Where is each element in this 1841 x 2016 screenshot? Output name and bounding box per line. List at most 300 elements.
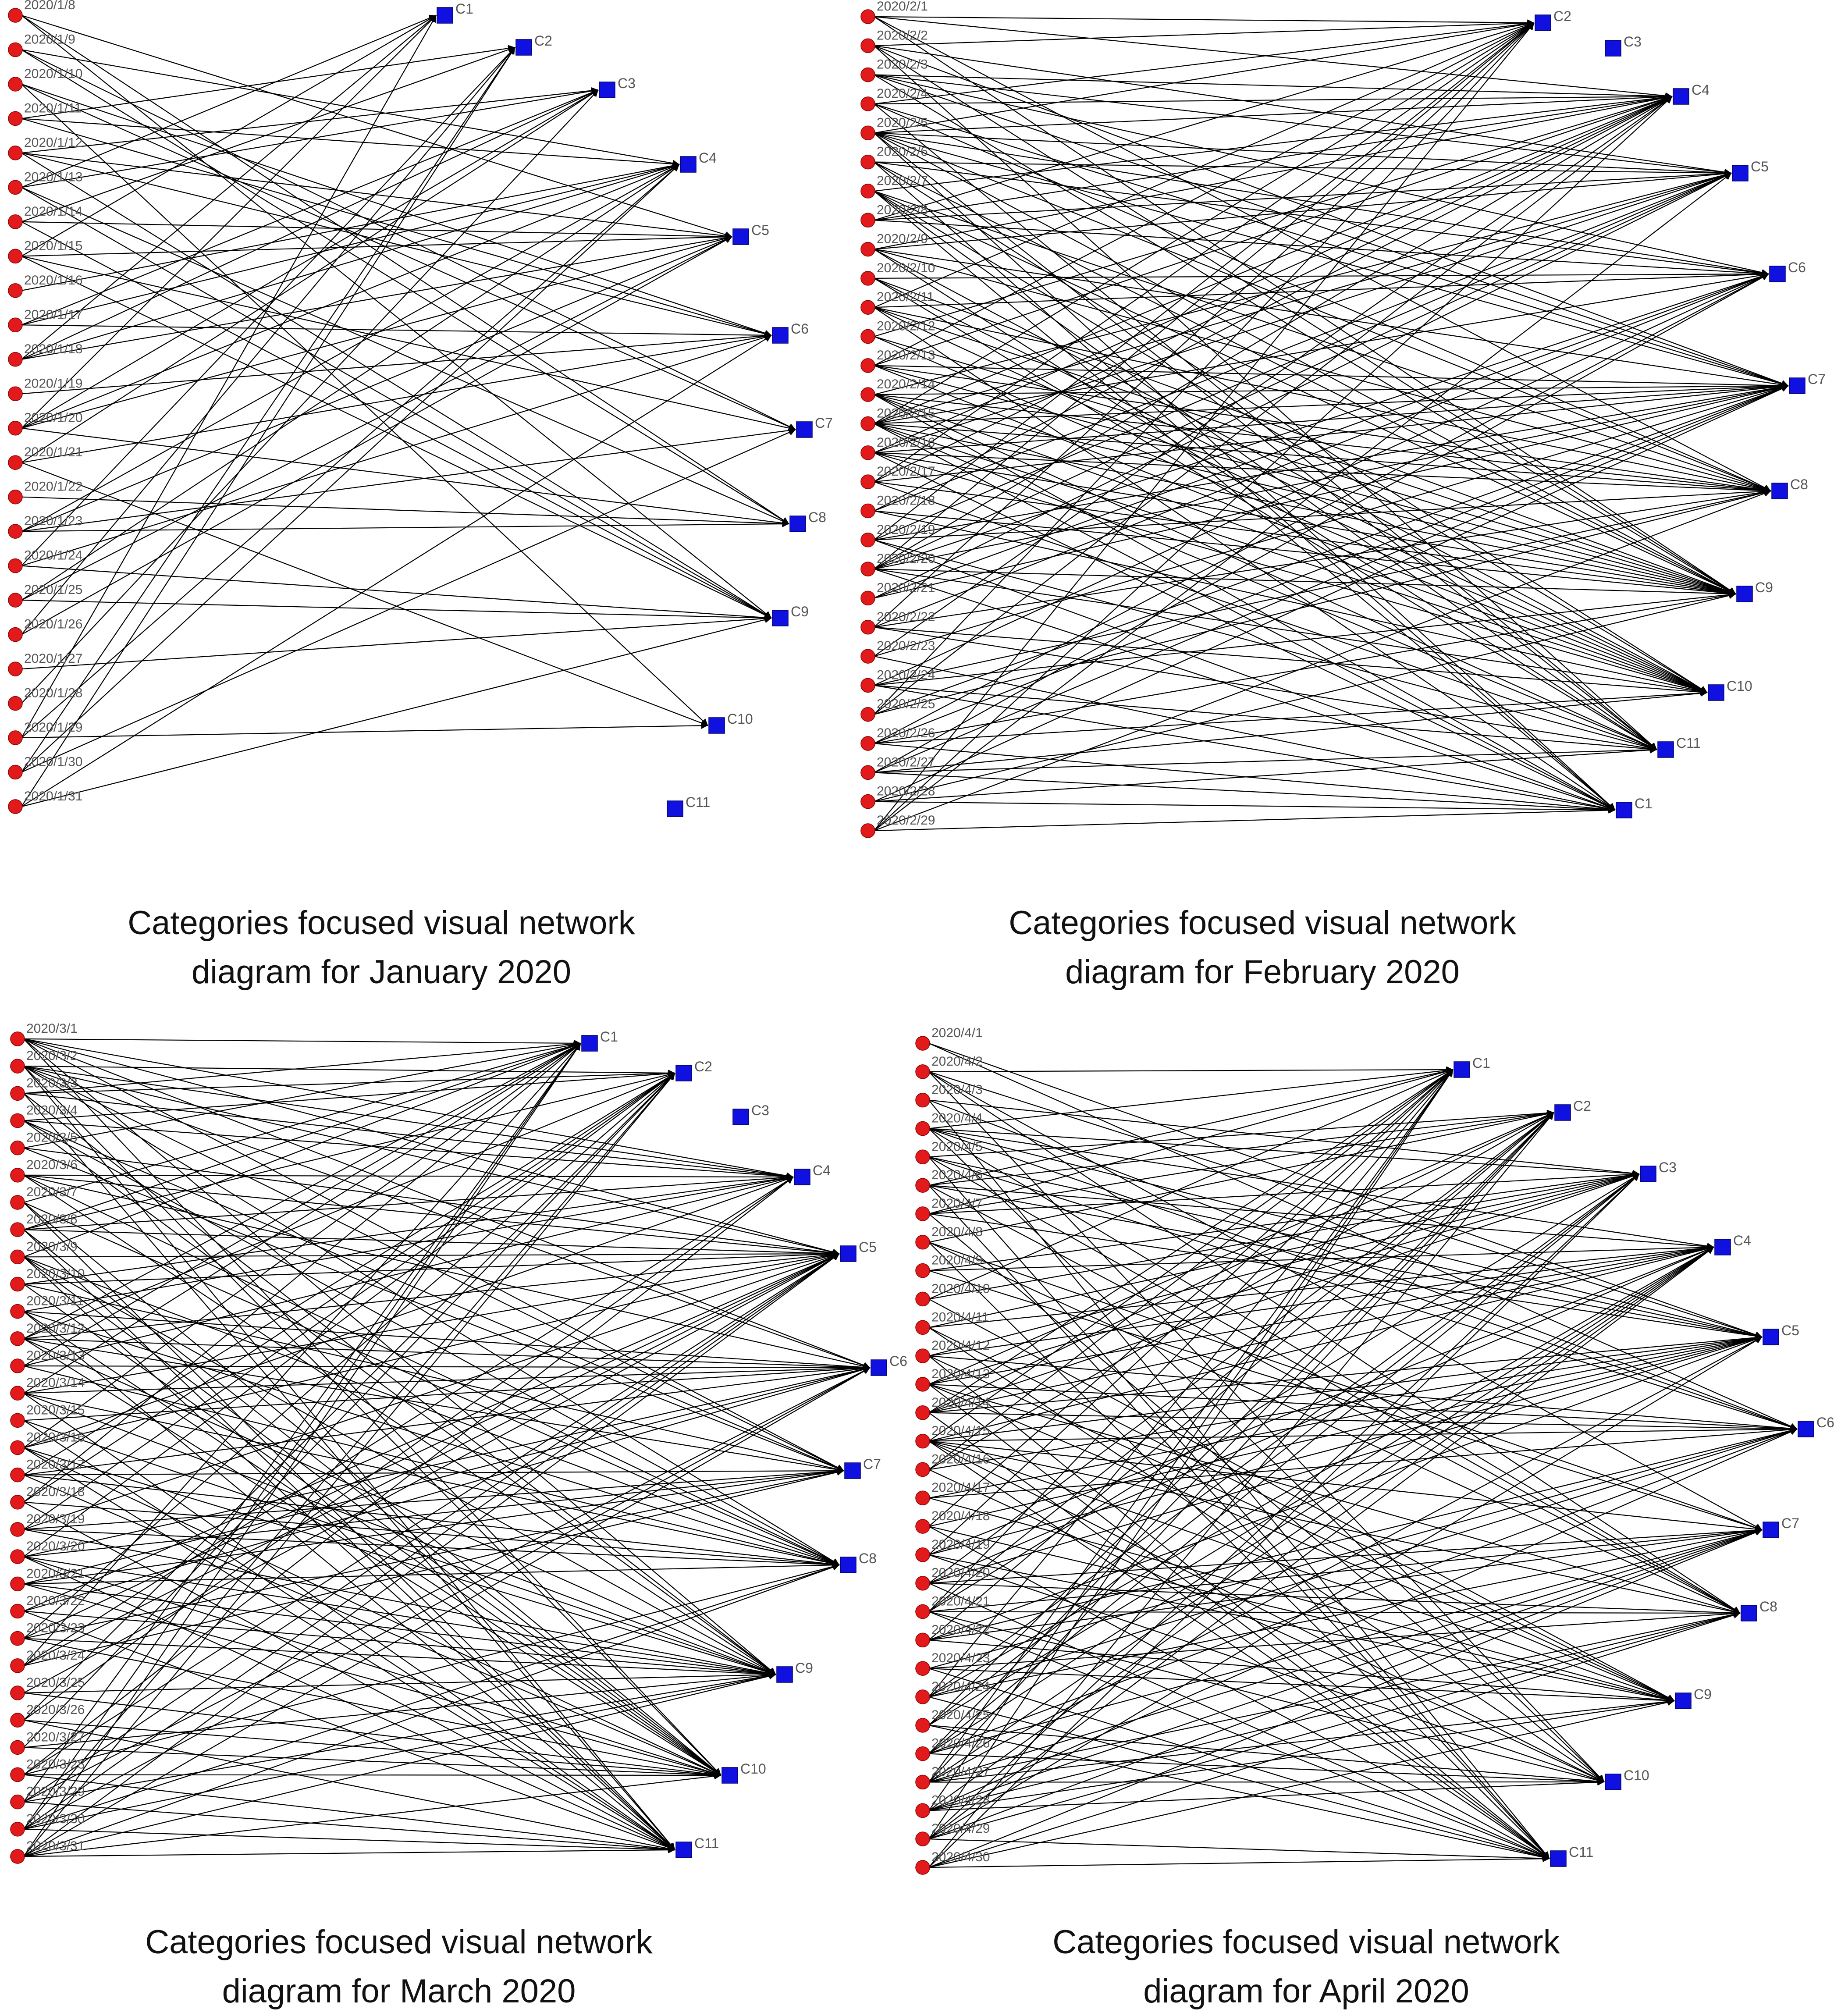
date-node [916, 1036, 930, 1050]
date-node-label: 2020/2/24 [877, 668, 935, 683]
date-node [861, 39, 875, 53]
edge-line [21, 50, 789, 524]
edge-line [24, 1675, 776, 1802]
caption-january-line1: Categories focused visual network [128, 904, 635, 942]
edge-line [874, 366, 1707, 693]
date-node-label: 2020/3/30 [26, 1811, 85, 1826]
date-node-label: 2020/4/16 [931, 1452, 990, 1467]
category-node-label: C2 [1553, 8, 1571, 24]
edge-line [874, 133, 1771, 491]
edge-line [874, 23, 1534, 627]
date-node [861, 765, 875, 779]
edge-line [929, 1242, 1550, 1859]
date-node-label: 2020/4/28 [931, 1793, 990, 1808]
edge-line [24, 1254, 839, 1339]
edge-line [21, 725, 708, 738]
edge-line [874, 366, 1788, 386]
date-node-label: 2020/4/14 [931, 1395, 990, 1410]
date-node [8, 800, 22, 814]
date-node-label: 2020/4/4 [931, 1111, 983, 1126]
edge-line [929, 1100, 1639, 1174]
date-node-label: 2020/1/26 [24, 617, 83, 632]
edge-line [24, 1339, 870, 1368]
date-node-label: 2020/1/20 [24, 410, 83, 425]
date-node-label: 2020/3/17 [26, 1457, 85, 1472]
edge-line [24, 1420, 776, 1675]
edge-line [929, 1530, 1762, 1612]
date-node [916, 1235, 930, 1249]
date-node-label: 2020/2/18 [877, 493, 935, 508]
category-node-label: C7 [1808, 371, 1826, 387]
category-node-label: C4 [1692, 82, 1710, 98]
date-node [861, 271, 875, 285]
date-node-label: 2020/1/12 [24, 135, 83, 150]
edge-line [24, 1066, 675, 1850]
date-node-label: 2020/3/23 [26, 1621, 85, 1636]
edge-line [21, 153, 771, 618]
date-node [916, 1065, 930, 1079]
date-node-label: 2020/2/26 [877, 726, 935, 741]
category-node-label: C9 [1694, 1686, 1712, 1702]
category-node-label: C2 [534, 33, 552, 49]
edge-line [874, 491, 1771, 685]
date-node-label: 2020/3/12 [26, 1321, 85, 1336]
edge-line [21, 237, 732, 531]
category-node [1708, 685, 1724, 700]
edge-line [24, 1254, 839, 1775]
category-node-label: C1 [1635, 796, 1653, 811]
date-node-label: 2020/2/23 [877, 639, 935, 654]
date-node [861, 68, 875, 82]
edges [874, 17, 1788, 831]
date-node-label: 2020/3/2 [26, 1049, 78, 1063]
category-node [1772, 483, 1788, 499]
date-node [916, 1832, 930, 1846]
date-node-label: 2020/4/18 [931, 1509, 990, 1524]
edge-line [929, 1612, 1740, 1613]
date-node-label: 2020/3/10 [26, 1266, 85, 1281]
edge-line [874, 96, 1672, 191]
date-node [861, 591, 875, 605]
date-node-label: 2020/2/16 [877, 435, 935, 450]
edge-line [929, 1113, 1554, 1725]
date-node [8, 455, 22, 469]
date-node [861, 330, 875, 344]
date-node [11, 1550, 25, 1564]
category-node [676, 1842, 692, 1858]
edge-line [24, 1043, 581, 1448]
date-node-label: 2020/2/9 [877, 231, 928, 246]
date-node [916, 1377, 930, 1391]
date-node [916, 1093, 930, 1107]
category-node [582, 1035, 597, 1051]
date-node-label: 2020/4/3 [931, 1082, 983, 1097]
date-node [861, 388, 875, 402]
network-panel-february [850, 0, 1841, 842]
category-node [437, 7, 453, 23]
date-node-label: 2020/2/1 [877, 0, 928, 14]
category-node-label: C8 [1790, 476, 1808, 492]
category-node [1616, 802, 1632, 818]
date-node [861, 620, 875, 634]
edge-line [24, 1312, 839, 1565]
category-node-label: C5 [859, 1239, 877, 1255]
edge-line [21, 164, 679, 531]
category-node [1763, 1329, 1779, 1345]
edge-line [929, 1174, 1639, 1612]
edge-line [929, 1113, 1554, 1612]
date-node [916, 1803, 930, 1817]
edge-line [21, 164, 679, 600]
date-node-label: 2020/4/15 [931, 1423, 990, 1438]
date-node-label: 2020/3/25 [26, 1675, 85, 1690]
date-node [11, 1032, 25, 1046]
date-node-label: 2020/4/1 [931, 1026, 983, 1040]
date-node [861, 359, 875, 373]
date-node [11, 1305, 25, 1319]
category-node-label: C7 [1781, 1515, 1799, 1531]
edge-line [929, 1384, 1797, 1429]
date-node-label: 2020/2/28 [877, 784, 935, 799]
date-node [8, 318, 22, 332]
date-node-label: 2020/2/12 [877, 319, 935, 334]
category-node-label: C5 [1781, 1323, 1799, 1338]
edge-line [874, 337, 1707, 693]
category-node-label: C1 [1472, 1055, 1490, 1071]
date-node [11, 1522, 25, 1536]
date-node [916, 1519, 930, 1533]
date-node [916, 1548, 930, 1562]
date-node-label: 2020/2/2 [877, 28, 928, 43]
date-node [8, 387, 22, 401]
category-node-label: C3 [618, 75, 636, 91]
date-node-label: 2020/3/3 [26, 1076, 78, 1091]
edge-line [24, 1257, 839, 1565]
category-node [1789, 378, 1805, 394]
category-node [1798, 1421, 1814, 1437]
category-node-label: C11 [1676, 735, 1701, 751]
category-node [1555, 1105, 1571, 1120]
date-node [861, 824, 875, 838]
category-node [845, 1463, 860, 1479]
edge-line [874, 685, 1657, 750]
category-node [676, 1065, 692, 1081]
caption-january-line2: diagram for January 2020 [191, 953, 572, 991]
date-node [861, 126, 875, 140]
edge-line [929, 1337, 1762, 1555]
category-node [871, 1360, 887, 1376]
category-node-label: C9 [791, 604, 809, 619]
category-node-label: C9 [795, 1660, 813, 1676]
category-node [790, 516, 806, 532]
date-node-label: 2020/1/14 [24, 204, 83, 219]
date-node [11, 1822, 25, 1836]
date-node [11, 1114, 25, 1128]
date-node [11, 1577, 25, 1591]
edge-line [929, 1441, 1762, 1530]
date-node-label: 2020/4/13 [931, 1366, 990, 1381]
date-node [8, 249, 22, 263]
edge-line [21, 600, 771, 618]
date-node-label: 2020/3/8 [26, 1212, 78, 1227]
date-node-label: 2020/2/14 [877, 377, 935, 392]
edge-line [21, 237, 732, 428]
date-node-label: 2020/1/18 [24, 341, 83, 356]
date-node [916, 1406, 930, 1420]
category-node [709, 718, 725, 733]
caption-february-line1: Categories focused visual network [1009, 904, 1516, 942]
date-node-label: 2020/3/14 [26, 1376, 85, 1390]
category-node [1550, 1851, 1566, 1867]
edge-line [874, 249, 1788, 386]
category-node [1675, 1693, 1691, 1709]
date-node [8, 421, 22, 435]
date-node-label: 2020/3/9 [26, 1239, 78, 1254]
edge-line [874, 17, 1534, 23]
edge-line [24, 1747, 721, 1775]
date-node [861, 649, 875, 663]
edge-line [21, 15, 436, 738]
caption-january [0, 899, 763, 997]
edge-line [24, 1039, 793, 1177]
category-node-label: C5 [1751, 159, 1769, 174]
edge-line [874, 75, 1672, 96]
date-node [11, 1604, 25, 1618]
date-node [916, 1661, 930, 1675]
category-node-label: C10 [727, 711, 753, 727]
date-node [8, 628, 22, 642]
edge-line [21, 153, 771, 335]
edge-line [21, 335, 771, 566]
edge-line [24, 1254, 839, 1448]
date-node-label: 2020/3/7 [26, 1185, 78, 1199]
caption-april-line1: Categories focused visual network [1052, 1924, 1560, 1961]
date-node [8, 352, 22, 366]
edge-line [21, 164, 679, 428]
date-node [916, 1434, 930, 1448]
edge-line [874, 802, 1615, 810]
date-node-label: 2020/4/7 [931, 1196, 983, 1211]
edge-line [21, 497, 789, 524]
date-node-label: 2020/3/19 [26, 1512, 85, 1526]
edge-line [24, 1039, 581, 1043]
edge-line [21, 90, 598, 462]
edge-line [24, 1202, 675, 1850]
edge-line [24, 1565, 839, 1856]
date-node [861, 562, 875, 576]
edges [24, 1039, 870, 1856]
date-node [916, 1718, 930, 1732]
category-node [1715, 1239, 1731, 1255]
date-node-label: 2020/2/19 [877, 522, 935, 537]
date-node-label: 2020/1/11 [24, 101, 82, 116]
date-node-label: 2020/1/29 [24, 720, 83, 735]
edge-line [21, 164, 679, 772]
date-node [11, 1195, 25, 1209]
date-node [11, 1386, 25, 1400]
edge-line [24, 1368, 870, 1420]
date-node-label: 2020/2/22 [877, 609, 935, 624]
edge-line [21, 237, 732, 635]
edge-line [929, 1128, 1714, 1247]
category-node [1605, 1774, 1621, 1790]
edge-line [24, 1366, 870, 1368]
edge-line [874, 750, 1657, 802]
category-node [599, 82, 615, 98]
edge-line [24, 1257, 776, 1675]
date-node-label: 2020/1/31 [24, 789, 83, 804]
date-node [11, 1359, 25, 1373]
date-node [8, 662, 22, 676]
category-node [1673, 89, 1689, 104]
date-node-label: 2020/1/10 [24, 66, 83, 81]
date-node-label: 2020/1/15 [24, 238, 83, 253]
edge-line [874, 23, 1534, 220]
edge-line [874, 96, 1672, 337]
edge-line [874, 173, 1731, 831]
edge-line [929, 1530, 1762, 1867]
date-node [11, 1849, 25, 1863]
date-node-label: 2020/4/5 [931, 1139, 983, 1154]
date-node-label: 2020/3/20 [26, 1539, 85, 1554]
category-node [772, 610, 788, 626]
date-node [11, 1659, 25, 1673]
edge-line [874, 173, 1731, 220]
edge-line [24, 1073, 675, 1475]
edge-line [874, 133, 1657, 750]
date-node [8, 559, 22, 573]
date-node-label: 2020/4/20 [931, 1565, 990, 1580]
caption-march-line2: diagram for March 2020 [222, 1973, 576, 2010]
date-node-label: 2020/2/17 [877, 464, 935, 479]
date-node [11, 1441, 25, 1455]
date-node-label: 2020/3/31 [26, 1839, 85, 1853]
category-node-label: C2 [1573, 1098, 1591, 1114]
category-node-label: C7 [815, 415, 833, 431]
date-node-label: 2020/3/11 [26, 1294, 84, 1308]
date-node-label: 2020/2/27 [877, 755, 935, 770]
edge-line [21, 90, 598, 325]
date-node-label: 2020/1/30 [24, 754, 83, 769]
date-node-label: 2020/3/5 [26, 1130, 78, 1145]
date-node [916, 1320, 930, 1334]
date-node [11, 1332, 25, 1346]
date-node-label: 2020/3/6 [26, 1157, 78, 1172]
date-node-label: 2020/4/17 [931, 1480, 990, 1495]
date-node [11, 1223, 25, 1237]
date-node-label: 2020/1/22 [24, 479, 83, 494]
edge-line [929, 1128, 1762, 1337]
date-node [861, 678, 875, 692]
date-node [861, 708, 875, 722]
date-node-label: 2020/3/22 [26, 1593, 85, 1608]
edge-line [24, 1254, 839, 1829]
date-node [861, 504, 875, 518]
edge-line [21, 47, 515, 118]
date-node-label: 2020/1/25 [24, 583, 83, 597]
date-node-label: 2020/3/24 [26, 1648, 85, 1663]
date-node [916, 1349, 930, 1363]
edge-line [24, 1254, 839, 1284]
edge-line [929, 1337, 1762, 1782]
edge-line [24, 1775, 721, 1856]
edge-line [24, 1093, 793, 1177]
edge-line [24, 1471, 844, 1639]
date-node [861, 795, 875, 809]
date-node [8, 111, 22, 125]
date-node-label: 2020/3/26 [26, 1703, 85, 1717]
caption-april [920, 1918, 1692, 2016]
date-node-label: 2020/1/21 [24, 445, 83, 460]
category-node-label: C10 [740, 1761, 766, 1777]
date-node-label: 2020/4/22 [931, 1622, 990, 1637]
edge-line [929, 1113, 1554, 1640]
edge-line [874, 17, 1672, 96]
date-node-label: 2020/3/16 [26, 1430, 85, 1445]
category-node-label: C4 [1733, 1233, 1751, 1248]
date-node-label: 2020/4/29 [931, 1821, 990, 1836]
date-node-label: 2020/4/27 [931, 1764, 990, 1779]
edge-line [21, 47, 515, 222]
date-node [11, 1686, 25, 1700]
date-node-label: 2020/1/27 [24, 651, 83, 666]
date-node-label: 2020/4/11 [931, 1310, 989, 1325]
edge-line [929, 1613, 1740, 1839]
edge-line [929, 1157, 1740, 1613]
network-panel-january [0, 0, 899, 842]
edge-line [874, 191, 1771, 491]
date-node [861, 10, 875, 24]
date-node [8, 490, 22, 504]
category-node [840, 1246, 856, 1262]
date-node [11, 1740, 25, 1754]
date-node [8, 43, 22, 57]
network-diagram-march [0, 1021, 920, 1876]
category-node-label: C8 [1759, 1599, 1777, 1614]
edge-line [24, 1066, 675, 1073]
edge-line [929, 1725, 1604, 1782]
date-node-label: 2020/1/19 [24, 376, 83, 391]
edge-line [24, 1368, 870, 1829]
edge-line [21, 237, 732, 359]
date-node [916, 1605, 930, 1619]
date-node [11, 1059, 25, 1073]
date-node-label: 2020/2/5 [877, 115, 928, 130]
edge-line [24, 1775, 721, 1776]
date-node-label: 2020/1/8 [24, 0, 75, 12]
date-node-label: 2020/3/15 [26, 1403, 85, 1418]
category-node [1770, 266, 1785, 282]
category-node [1535, 15, 1551, 31]
edge-line [24, 1448, 675, 1850]
edge-line [929, 1247, 1714, 1782]
date-node-label: 2020/2/3 [877, 57, 928, 72]
category-node [772, 327, 788, 343]
date-node [8, 697, 22, 711]
category-node-label: C9 [1755, 580, 1773, 595]
category-node-label: C6 [1816, 1415, 1834, 1430]
edge-line [21, 118, 679, 164]
date-node [861, 417, 875, 431]
date-node-label: 2020/1/16 [24, 273, 83, 288]
date-node-label: 2020/4/24 [931, 1679, 990, 1694]
category-node [1741, 1605, 1757, 1621]
date-node [8, 8, 22, 22]
date-node [11, 1086, 25, 1100]
edge-line [874, 173, 1731, 453]
date-node [861, 97, 875, 111]
caption-february [877, 899, 1648, 997]
